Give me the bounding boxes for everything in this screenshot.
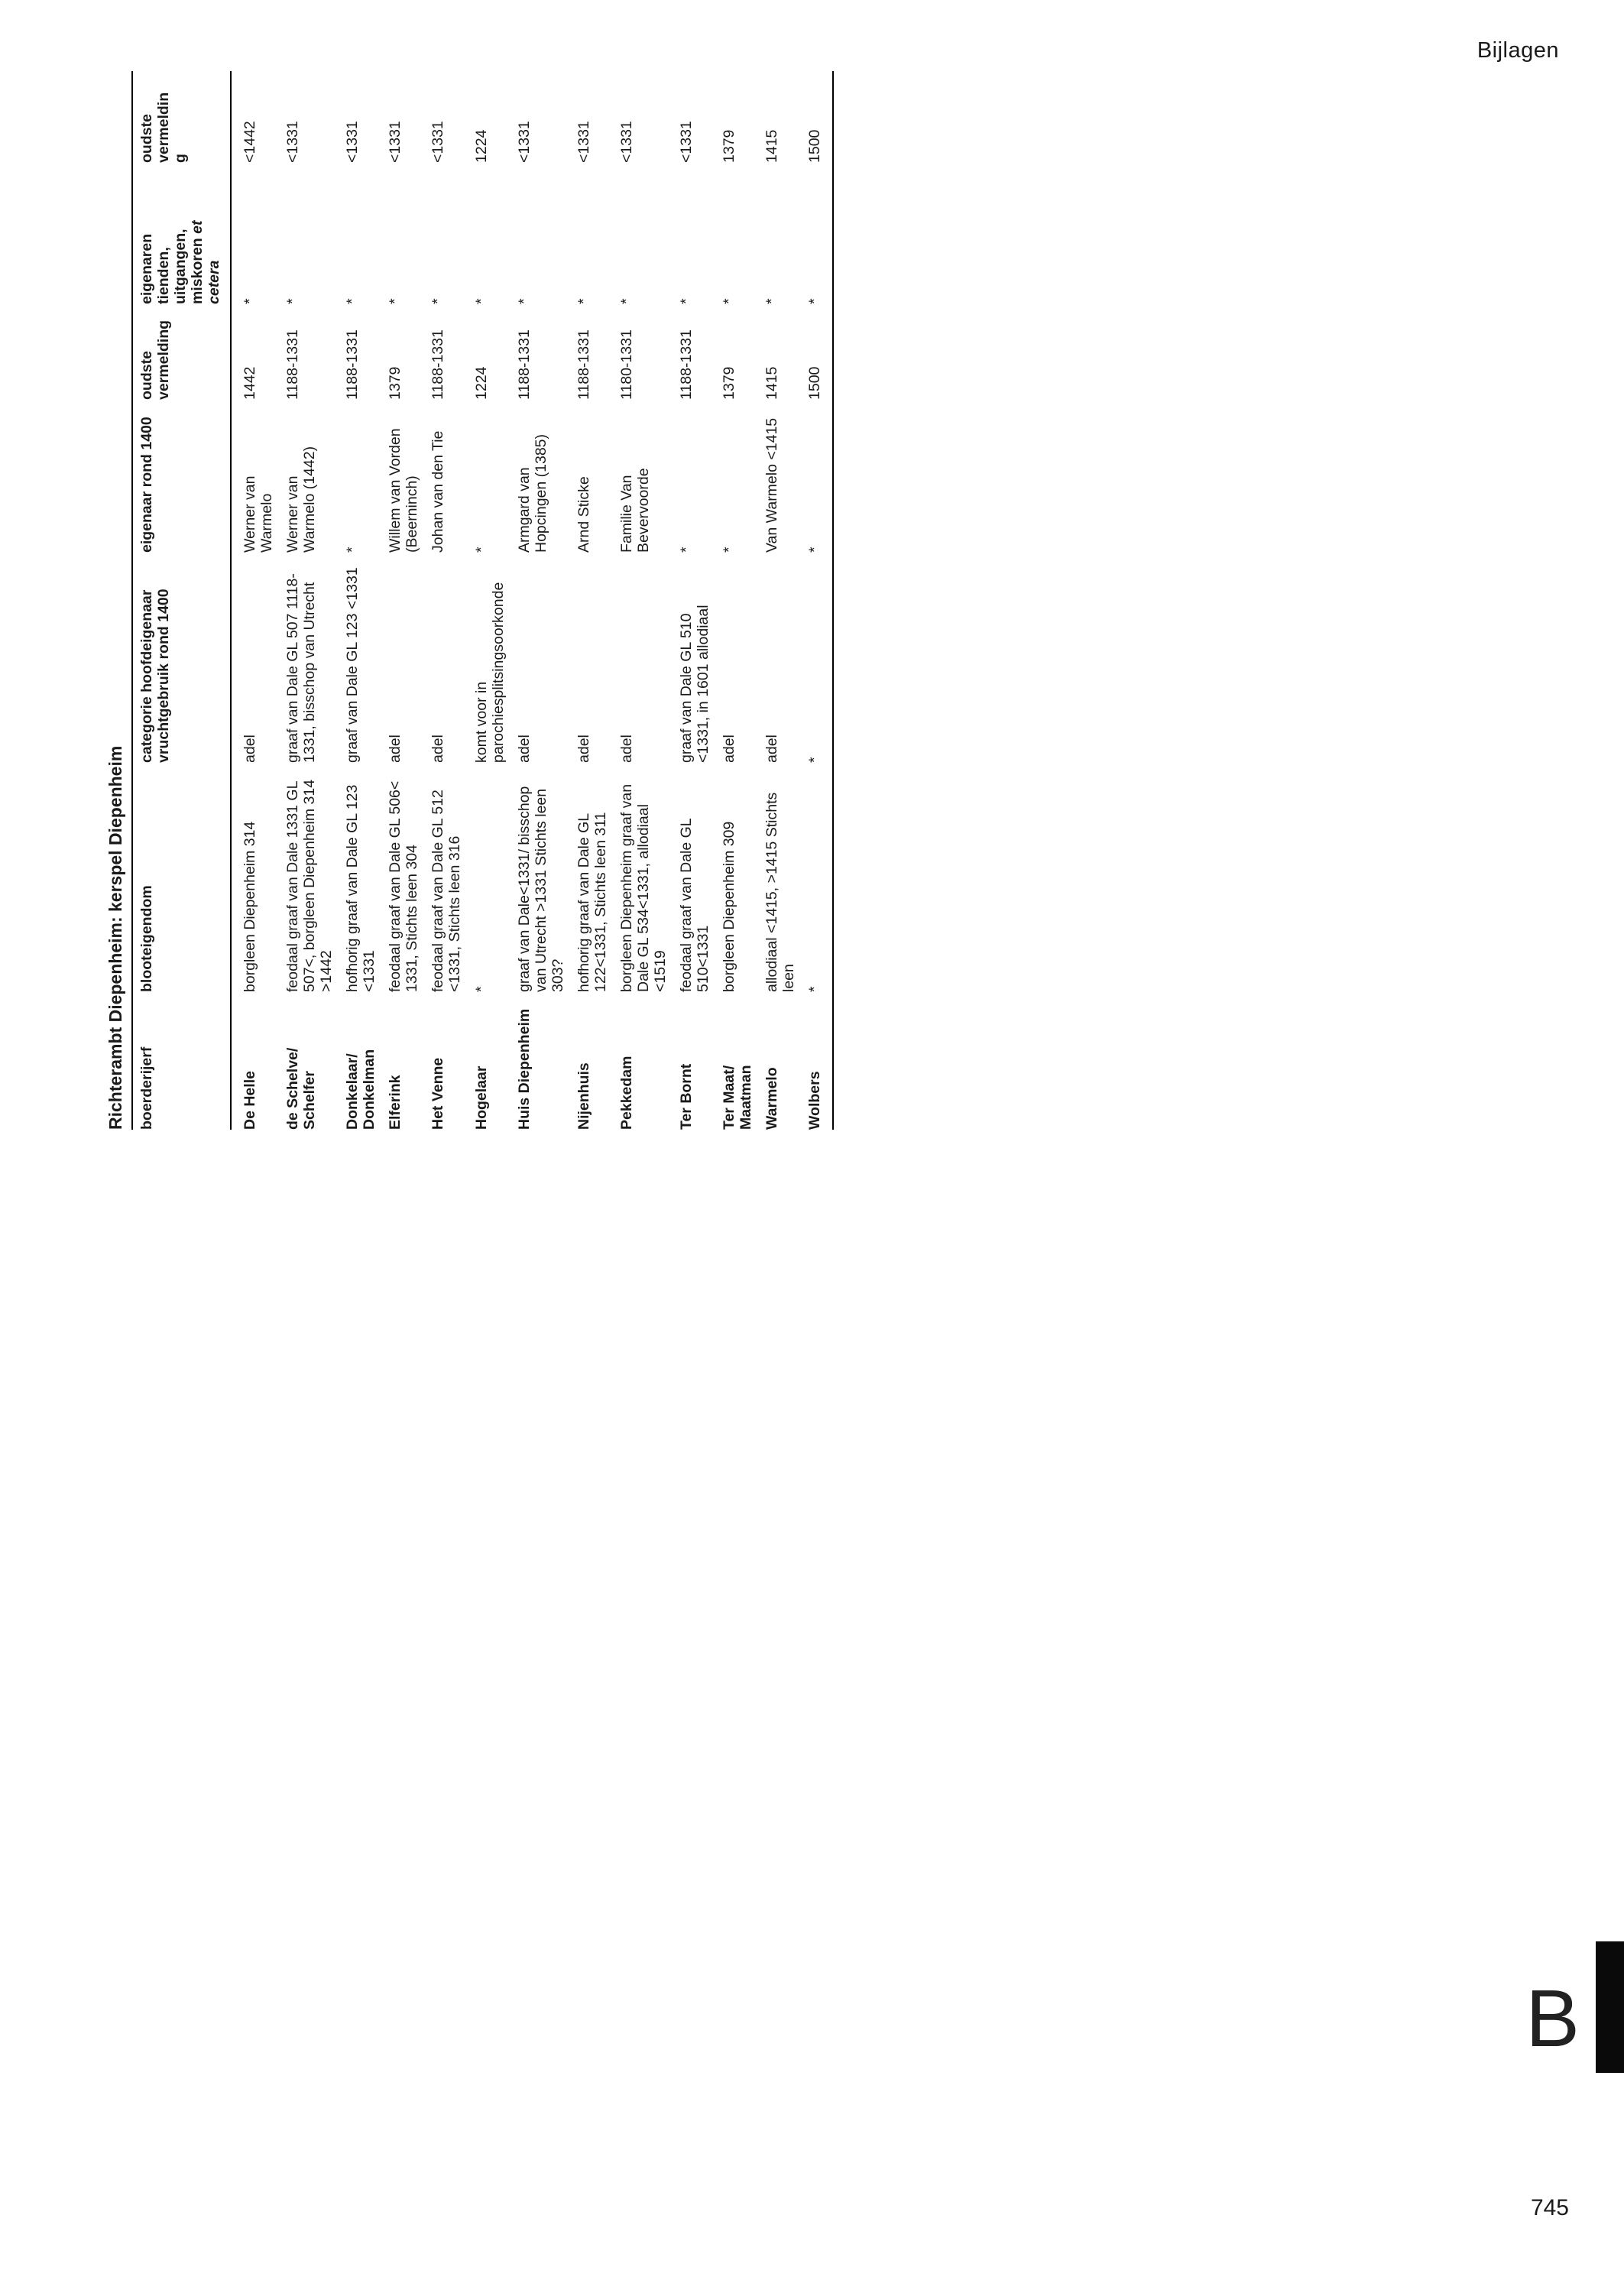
farm-name-cell: Pekkedam [618, 1056, 635, 1130]
table-row [473, 71, 516, 1130]
table-cell: adel [763, 735, 780, 763]
farm-name-cell: Hogelaar [472, 1065, 490, 1130]
table-cell: graaf van Dale GL 507 1118-1331, bisschop van Utrecht [284, 573, 319, 763]
table-cell: borgleen Diepenheim 309 [720, 821, 737, 992]
column-header: eigenaar rond 1400 [133, 400, 231, 553]
farm-name-cell: Elferink [387, 1075, 404, 1130]
table-cell: feodaal graaf van Dale GL 512 <1331, Stichts leen 316 [430, 790, 464, 992]
table-cell: <1331 [677, 121, 695, 163]
table-cell: adel [515, 735, 533, 763]
table-cell: * [284, 298, 302, 304]
table-row [344, 71, 387, 1130]
table-cell: graaf van Dale GL 123 <1331 [344, 567, 361, 763]
table-cell: * [806, 298, 823, 304]
table-cell: * [472, 298, 490, 304]
table-cell: 1180-1331 [618, 329, 635, 400]
table-cell: 1188-1331 [344, 329, 361, 400]
table-row [575, 71, 618, 1130]
table-cell: * [677, 298, 695, 304]
farm-name-cell: Huis Diepenheim [515, 1008, 533, 1130]
table-cell: <1442 [241, 121, 259, 163]
farms-table [133, 71, 834, 1130]
table-cell: * [472, 986, 490, 992]
table-cell: 1224 [472, 366, 490, 400]
table-row [763, 71, 806, 1130]
farm-name-cell: De Helle [241, 1071, 259, 1130]
table-cell: 1224 [472, 129, 490, 163]
farm-name-cell: Nijenhuis [575, 1062, 592, 1130]
table-cell: Arnd Sticke [575, 476, 592, 553]
farm-name-cell: Ter Bornt [677, 1063, 695, 1130]
table-cell: borgleen Diepenheim 314 [241, 821, 259, 992]
farm-name-cell: Ter Maat/ Maatman [720, 1065, 754, 1130]
table-cell: hofhorig graaf van Dale GL 123 <1331 [344, 784, 378, 992]
table-cell: * [763, 298, 780, 304]
table-cell: * [430, 298, 447, 304]
table-cell: graaf van Dale<1331/ bisschop van Utrecht >1331 Stichts leen 303? [515, 786, 566, 992]
table-title: Richterambt Diepenheim: kerspel Diepenheim [105, 71, 133, 1130]
table-cell: <1331 [387, 121, 404, 163]
table-cell: feodaal graaf van Dale GL 510<1331 [677, 819, 712, 992]
table-cell: hofhorig graaf van Dale GL 122<1331, Stichts leen 311 [575, 812, 609, 992]
table-cell: adel [720, 735, 737, 763]
table-row [231, 71, 284, 1130]
table-cell: 1379 [387, 366, 404, 400]
table-cell: feodaal graaf van Dale GL 506< 1331, Stichts leen 304 [387, 780, 421, 992]
thumb-tab-marker [1596, 1941, 1624, 2073]
column-header: oudste vermelding [133, 71, 231, 163]
farm-name-cell: Warmelo [763, 1067, 780, 1130]
table-cell: adel [241, 735, 259, 763]
column-header: categorie hoofdeigenaar vruchtgebruik rond 1400 [133, 553, 231, 763]
table-cell: * [720, 298, 737, 304]
table-row [284, 71, 344, 1130]
table-cell: 1379 [720, 366, 737, 400]
table-cell: adel [430, 735, 447, 763]
column-header: blooteigendom [133, 763, 231, 992]
table-cell: Johan van den Tie [430, 430, 447, 553]
table-cell: <1331 [344, 121, 361, 163]
table-cell: 1415 [763, 366, 780, 400]
table-cell: <1331 [575, 121, 592, 163]
table-cell: adel [575, 735, 592, 763]
table-cell: allodiaal <1415, >1415 Stichts leen [763, 792, 797, 992]
table-cell: feodaal graaf van Dale 1331 GL 507<, borgleen Diepenheim 314 >1442 [284, 779, 335, 992]
column-header: oudste vermelding [133, 304, 231, 400]
table-cell: <1331 [618, 121, 635, 163]
farm-name-cell: Donkelaar/ Donkelman [344, 1049, 378, 1130]
table-row [618, 71, 678, 1130]
column-header: eigenaren tienden, uitgangen, miskoren et cetera [133, 163, 231, 304]
table-cell: * [618, 298, 635, 304]
table-cell: <1331 [430, 121, 447, 163]
table-cell: Werner van Warmelo (1442) [284, 446, 319, 553]
table-cell: * [241, 298, 259, 304]
table-cell: Familie Van Bevervoorde [618, 468, 652, 553]
table-cell: Willem van Vorden (Beerninch) [387, 428, 421, 553]
table-cell: 1188-1331 [284, 329, 302, 400]
table-row [678, 71, 721, 1130]
table-row [516, 71, 575, 1130]
table-cell: * [720, 546, 737, 553]
table-body [231, 71, 833, 1130]
table-cell: * [387, 298, 404, 304]
section-letter: B [1525, 1974, 1580, 2064]
column-header: boerderijerf [133, 992, 231, 1130]
table-row [387, 71, 430, 1130]
page-number: 745 [1530, 2195, 1569, 2220]
column-header-italic: et cetera [189, 220, 223, 304]
table-cell: * [806, 757, 823, 763]
table-row [806, 71, 833, 1130]
table-cell: * [677, 546, 695, 553]
header-row [133, 71, 231, 1130]
farm-name-cell: de Schelve/ Schelfer [284, 1047, 319, 1130]
farm-name-cell: Wolbers [806, 1071, 823, 1130]
table-cell: Van Warmelo <1415 [763, 417, 780, 553]
running-header: Bijlagen [1477, 38, 1559, 63]
table-cell: adel [618, 735, 635, 763]
table-cell: komt voor in parochiesplitsingsoorkonde [472, 582, 507, 763]
table-row [721, 71, 763, 1130]
table-cell: * [806, 986, 823, 992]
table-cell: * [806, 546, 823, 553]
table-cell: * [472, 546, 490, 553]
table-cell: 1442 [241, 366, 259, 400]
table-row [430, 71, 472, 1130]
table-cell: <1331 [284, 121, 302, 163]
farm-name-cell: Het Venne [430, 1057, 447, 1130]
table-cell: adel [387, 735, 404, 763]
table-cell: 1188-1331 [677, 329, 695, 400]
table-cell: 1188-1331 [575, 329, 592, 400]
table-cell: Armgard van Hopcingen (1385) [515, 433, 549, 553]
table-cell: borgleen Diepenheim graaf van Dale GL 534<1331, allodiaal <1519 [618, 783, 669, 992]
table-cell: 1379 [720, 129, 737, 163]
table-cell: * [515, 298, 533, 304]
table-cell: graaf van Dale GL 510 <1331, in 1601 allodiaal [677, 605, 712, 763]
table-cell: 1415 [763, 129, 780, 163]
table-cell: * [575, 298, 592, 304]
table-cell: 1500 [806, 366, 823, 400]
rotated-table-block [105, 71, 834, 1130]
table-cell: 1188-1331 [515, 329, 533, 400]
table-cell: 1500 [806, 129, 823, 163]
table-cell: <1331 [515, 121, 533, 163]
table-cell: * [344, 546, 361, 553]
table-cell: 1188-1331 [430, 329, 447, 400]
table-cell: * [344, 298, 361, 304]
table-cell: Werner van Warmelo [241, 475, 276, 553]
